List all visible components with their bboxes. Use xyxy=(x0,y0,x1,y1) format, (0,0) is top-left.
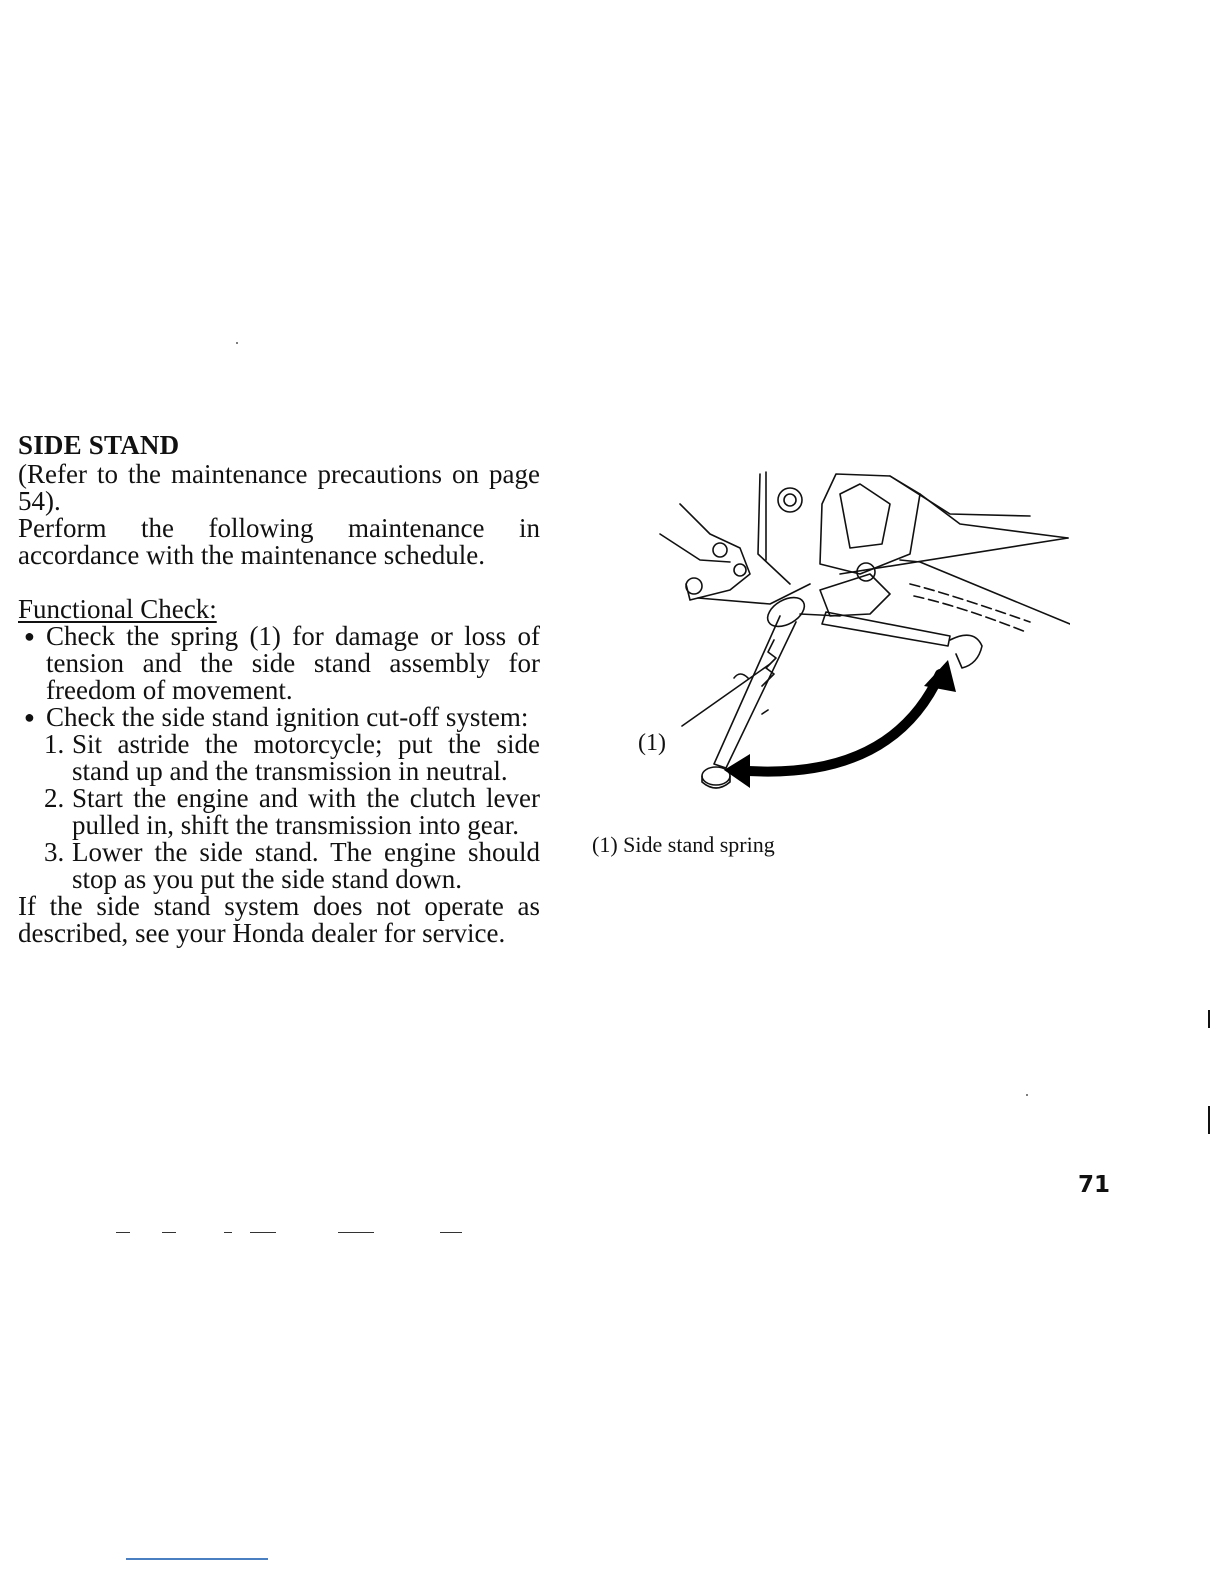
bullet-icon: ● xyxy=(24,626,35,646)
step-item xyxy=(44,731,540,785)
check-item: ● Check the side stand ignition cut-off system: xyxy=(24,702,529,732)
scan-dash xyxy=(116,1232,130,1233)
scan-edge-mark xyxy=(1208,1010,1210,1028)
page-number: 71 xyxy=(1078,1172,1111,1198)
closing-paragraph: If the side stand system does not operate as described, see your Honda dealer for service. xyxy=(18,891,540,948)
check-list xyxy=(18,623,540,731)
scan-dash xyxy=(162,1232,176,1233)
scan-speck xyxy=(1026,1094,1028,1096)
scan-dash xyxy=(224,1232,232,1233)
figure-caption: (1) Side stand spring xyxy=(592,832,775,857)
step-item xyxy=(44,785,540,839)
callout-label: (1) xyxy=(638,730,666,756)
step-number: 3. xyxy=(44,837,65,867)
step-text: Sit astride the motorcycle; put the side stand up and the transmission in neutral. xyxy=(72,729,540,786)
intro-paragraph-1: (Refer to the maintenance precautions on page 54). xyxy=(18,459,540,516)
check-item: ● Check the spring (1) for damage or loss of tension and the side stand assembly for freedom of movement. xyxy=(24,621,540,705)
section-title: SIDE STAND xyxy=(18,430,180,460)
bottom-rule xyxy=(126,1558,268,1560)
scan-edge-mark xyxy=(1208,1106,1210,1134)
functional-check-heading: Functional Check: xyxy=(18,594,217,624)
step-number: 1. xyxy=(44,729,65,759)
step-item xyxy=(44,839,540,893)
scan-speck xyxy=(236,342,238,344)
scan-dash xyxy=(440,1232,462,1233)
scan-dash xyxy=(250,1232,276,1233)
step-text: Start the engine and with the clutch lever pulled in, shift the transmission into gear. xyxy=(72,783,540,840)
side-stand-section xyxy=(18,432,540,947)
step-number: 2. xyxy=(44,783,65,813)
side-stand-illustration xyxy=(590,464,1070,804)
step-list xyxy=(18,731,540,893)
bullet-icon: ● xyxy=(24,707,35,727)
step-text: Lower the side stand. The engine should stop as you put the side stand down. xyxy=(72,837,540,894)
scan-dash xyxy=(338,1232,374,1233)
intro-paragraph-2: Perform the following maintenance in accordance with the maintenance schedule. xyxy=(18,513,540,570)
